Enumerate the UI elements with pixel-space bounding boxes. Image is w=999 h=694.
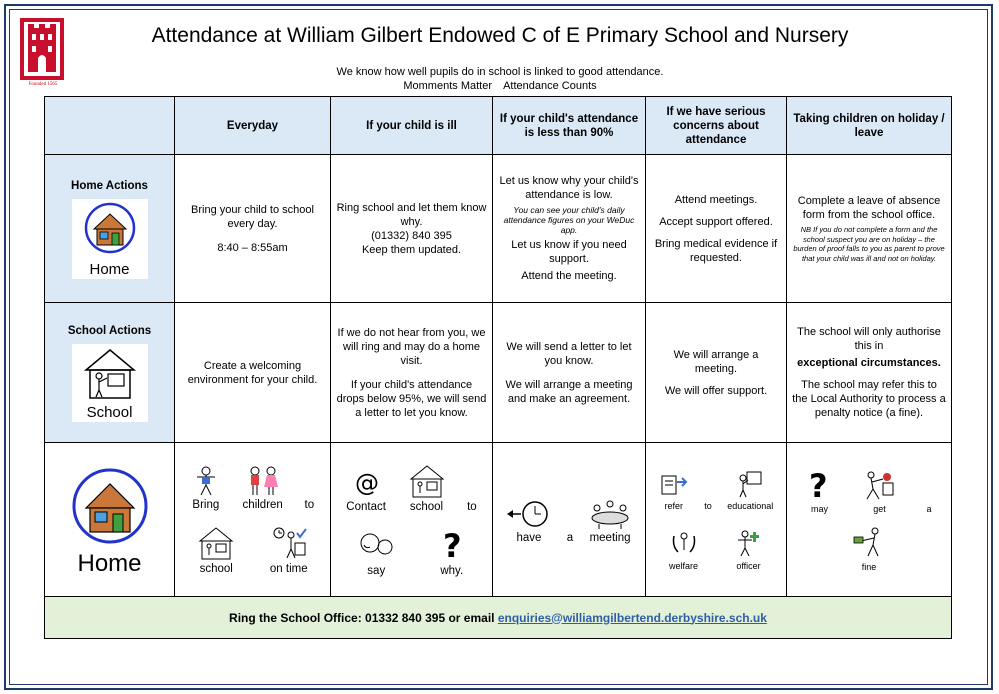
have-icon (505, 496, 553, 530)
home-low-app-note: You can see your child's daily attendance figures on your WeDuc app. (503, 205, 635, 235)
corner-cell (45, 97, 175, 155)
symbol-educational: educational (727, 468, 773, 512)
home-serious-meetings: Attend meetings. (674, 193, 758, 206)
symbol-say: say (356, 527, 396, 577)
symbols-ill-cell (331, 443, 493, 597)
page-title: Attendance at William Gilbert Endowed C of E Primary School and Nursery (151, 24, 849, 47)
home-large-symbol (53, 464, 167, 576)
educational-icon (735, 468, 765, 498)
symbol-school: school (196, 525, 236, 575)
home-symbol-word: Home (89, 260, 130, 278)
school-symbol (72, 344, 148, 422)
home-low-support: Let us know if you need support. (511, 239, 627, 265)
home-holiday-note: NB If you do not complete a form and the school suspect you are on holiday – the burden of proof falls to you as parent to prove that your child was ill and not on holiday. (793, 225, 945, 263)
home-serious-support: Accept support offered. (659, 215, 773, 228)
say-icon (356, 527, 396, 563)
school-holiday-text: The school will only authorise this in (797, 326, 941, 352)
symbols-serious-cell (646, 443, 787, 597)
svg-text:?: ? (442, 526, 462, 563)
home-holiday-text: Complete a leave of absence form from the school office. (797, 195, 941, 221)
symbol-a-holiday: a (926, 503, 932, 514)
symbol-have: have (505, 496, 553, 544)
symbol-refer: refer (659, 468, 689, 512)
symbol-bring: Bring (191, 465, 221, 511)
officer-icon (733, 526, 765, 558)
school-holiday-penalty: The school may refer this to the Local Authority to process a penalty notice (a fine). (792, 379, 946, 419)
home-symbol (72, 199, 148, 279)
home-large-icon (53, 464, 167, 546)
symbol-may: ? may (806, 467, 832, 515)
symbol-welfare: welfare (668, 526, 700, 572)
home-everyday-cell (175, 155, 331, 303)
svg-text:@: @ (355, 468, 380, 497)
home-everyday-text: Bring your child to school every day. (191, 203, 314, 230)
home-low-cell (493, 155, 646, 303)
school-low-cell (493, 303, 646, 443)
question-mark-icon (806, 467, 832, 501)
email-link[interactable]: enquiries@williamgilbertend.derbyshire.sch.uk (497, 610, 767, 625)
school-crest-logo (20, 18, 64, 88)
symbol-officer: officer (733, 526, 765, 572)
col-header-serious-concerns: If we have serious concerns about attendance (646, 97, 787, 155)
fine-icon (851, 525, 887, 559)
symbol-school-ill: school (407, 463, 447, 513)
school-serious-meeting: We will arrange a meeting. (673, 348, 759, 375)
tagline-right: Attendance Counts (503, 80, 597, 92)
contact-icon (351, 467, 381, 499)
school-symbol-word: School (86, 403, 133, 421)
school-holiday-cell (787, 303, 952, 443)
school-icon (72, 344, 148, 400)
symbols-home-cell (45, 443, 175, 597)
col-header-ill: If your child is ill (331, 97, 493, 155)
home-actions-label: Home Actions (71, 179, 148, 192)
home-holiday-cell (787, 155, 952, 303)
logo-caption: Founded 1565 (28, 82, 58, 87)
col-header-low-attendance: If your child's attendance is less than 90% (493, 97, 646, 155)
home-everyday-time: 8:40 – 8:55am (217, 241, 288, 254)
school-ill-letter: If your child's attendance drops below 95%, we will send a letter to let you know. (336, 378, 487, 419)
refer-icon (659, 468, 689, 498)
symbol-get: get (861, 467, 897, 515)
school-holiday-exceptional: exceptional circumstances. (797, 357, 941, 369)
welfare-icon (668, 526, 700, 558)
col-header-everyday: Everyday (175, 97, 331, 155)
attendance-table (44, 96, 952, 639)
school-everyday-cell (175, 303, 331, 443)
home-low-meeting: Attend the meeting. (521, 270, 617, 282)
school-everyday-text: Create a welcoming environment for your child. (187, 359, 318, 386)
get-icon (861, 467, 897, 501)
school-low-meeting: We will arrange a meeting and make an agreement. (505, 378, 633, 405)
symbols-row (45, 443, 952, 597)
school-building-icon (196, 525, 236, 561)
home-large-word: Home (77, 549, 142, 577)
footer-text: Ring the School Office: 01332 840 395 or email (229, 610, 495, 625)
school-serious-cell (646, 303, 787, 443)
school-actions-header (45, 303, 175, 443)
tagline (200, 80, 800, 92)
footer-row (45, 597, 952, 639)
symbol-fine: fine (851, 525, 887, 573)
symbols-holiday-cell (787, 443, 952, 597)
home-actions-row (45, 155, 952, 303)
school-building-icon (407, 463, 447, 499)
school-low-letter: We will send a letter to let you know. (506, 340, 632, 367)
home-ill-text: Ring school and let them know why. (336, 201, 487, 228)
footer-contact (45, 597, 952, 639)
school-actions-label: School Actions (67, 324, 152, 337)
home-icon (72, 199, 148, 257)
home-actions-header (45, 155, 175, 303)
symbol-to: to (304, 498, 315, 511)
home-low-text: Let us know why your child's attendance is low. (499, 175, 639, 201)
symbol-to-ill: to (467, 500, 477, 513)
symbol-a: a (566, 531, 574, 544)
symbols-low-cell (493, 443, 646, 597)
school-ill-cell (331, 303, 493, 443)
symbol-contact: @ Contact (346, 468, 386, 513)
page-subtitle: We know how well pupils do in school is linked to good attendance. (336, 66, 664, 78)
symbol-to-serious: to (704, 500, 712, 511)
header-row (45, 97, 952, 155)
on-time-icon (269, 525, 309, 561)
home-serious-evidence: Bring medical evidence if requested. (654, 237, 778, 264)
symbol-meeting: meeting (587, 496, 633, 544)
school-actions-row (45, 303, 952, 443)
bring-icon (191, 465, 221, 497)
question-mark-icon (437, 527, 467, 563)
children-icon (243, 465, 283, 497)
meeting-icon (587, 496, 633, 530)
school-serious-support: We will offer support. (664, 384, 768, 397)
symbols-everyday-cell (175, 443, 331, 597)
symbol-on-time: on time (269, 525, 309, 575)
home-ill-phone: (01332) 840 395 (371, 229, 452, 242)
school-ill-visit: If we do not hear from you, we will ring and may do a home visit. (337, 326, 486, 367)
home-ill-cell (331, 155, 493, 303)
tagline-left: Momments Matter (403, 80, 492, 92)
svg-text:?: ? (809, 466, 829, 501)
home-serious-cell (646, 155, 787, 303)
symbol-children: children (243, 465, 283, 511)
home-ill-update: Keep them updated. (361, 243, 462, 256)
col-header-holiday: Taking children on holiday / leave (787, 97, 952, 155)
symbol-why: ? why. (437, 527, 467, 577)
